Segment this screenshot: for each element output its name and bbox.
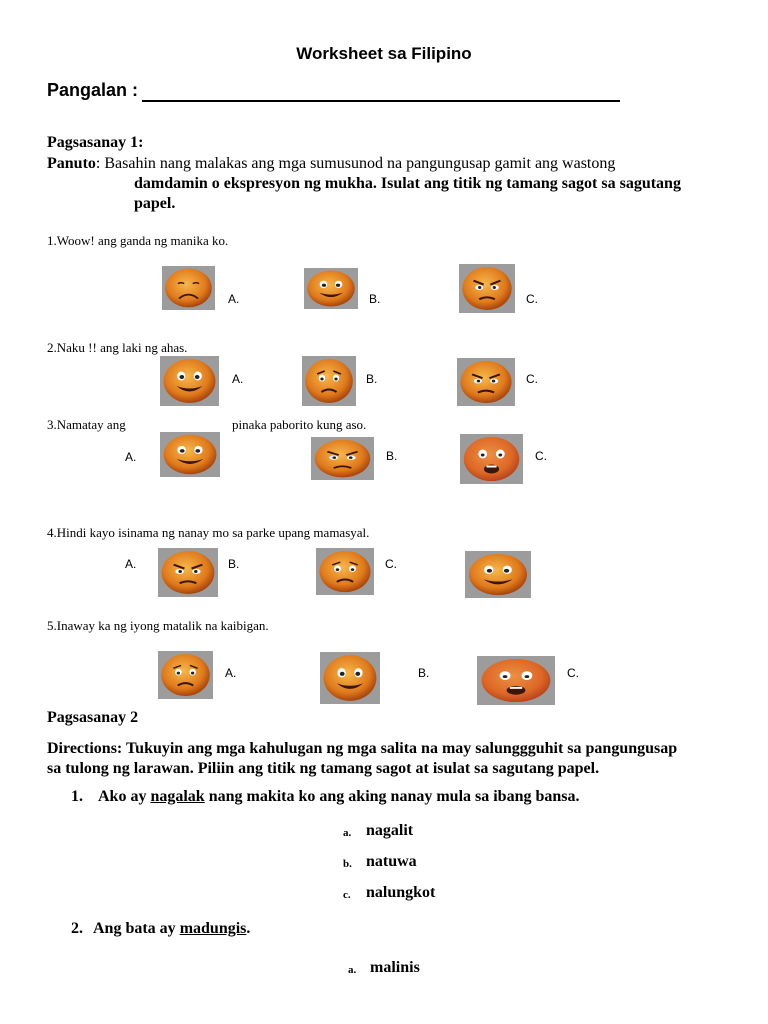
q2-option-a[interactable]: A. (232, 372, 244, 386)
section2-directions-line2: sa tulong ng larawan. Piliin ang titik ng tamang sagot at isulat sa sagutang papel. (47, 760, 600, 777)
q4-option-a[interactable]: A. (125, 557, 137, 571)
item-1-pre: Ako ay (98, 788, 151, 805)
scared-face-icon (460, 434, 523, 484)
directions-text-1: Tukuyin ang mga kahulugan ng mga salita na may salunggguhit sa pangungusap (122, 740, 678, 757)
q5-option-c[interactable]: C. (567, 666, 579, 680)
q4-option-c[interactable]: C. (385, 557, 397, 571)
angry-face-icon (459, 264, 515, 313)
q2-option-b[interactable]: B. (366, 372, 378, 386)
section2-heading: Pagsasanay 2 (47, 709, 139, 726)
q1-option-a[interactable]: A. (228, 292, 240, 306)
section2-directions-line1 (47, 740, 677, 758)
q4-option-b[interactable]: B. (228, 557, 240, 571)
section1-instruction-line3: papel. (134, 195, 176, 212)
happy-face-icon (160, 432, 220, 477)
question-4: 4.Hindi kayo isinama ng nanay mo sa parke upang mamasyal. (47, 525, 370, 540)
item-2-number: 2. (71, 920, 83, 937)
question-3-part1: 3.Namatay ang (47, 417, 126, 432)
choice-letter: c. (343, 889, 351, 901)
question-5: 5.Inaway ka ng iyong matalik na kaibigan. (47, 618, 269, 633)
item-1-underlined-word: nagalak (150, 788, 205, 805)
angry-face-icon (158, 548, 218, 597)
angry-face-icon (311, 437, 374, 480)
name-label: Pangalan : (47, 80, 139, 100)
angry-face-icon (457, 358, 515, 406)
worried-face-icon (316, 548, 374, 595)
happy-face-icon (304, 268, 358, 309)
item-2-sentence (93, 920, 250, 938)
item-2-pre: Ang bata ay (93, 920, 180, 937)
section1-instruction-line2: damdamin o ekspresyon ng mukha. Isulat ang titik ng tamang sagot sa sagutang (134, 175, 681, 192)
q3-option-a[interactable]: A. (125, 450, 137, 464)
question-3-part2: pinaka paborito kung aso. (232, 417, 367, 432)
choice-letter: a. (343, 827, 352, 839)
choice-letter: b. (343, 858, 352, 870)
item-2-post: . (246, 920, 251, 937)
item-1-number: 1. (71, 788, 83, 805)
section1-instruction-line1 (47, 154, 615, 174)
item-1-post: nang makita ko ang aking nanay mula sa ibang bansa. (204, 788, 580, 805)
worried-face-icon (158, 651, 213, 699)
q5-option-b[interactable]: B. (418, 666, 430, 680)
choice-text[interactable]: malinis (370, 959, 420, 976)
page-title: Worksheet sa Filipino (296, 44, 472, 63)
q3-option-b[interactable]: B. (386, 449, 398, 463)
instruction-text-1: : Basahin nang malakas ang mga sumusunod na pangungusap gamit ang wastong (95, 155, 616, 172)
scared-face-icon (477, 656, 555, 705)
happy-face-icon (160, 356, 219, 406)
question-1: 1.Woow! ang ganda ng manika ko. (47, 233, 229, 248)
q5-option-a[interactable]: A. (225, 666, 237, 680)
q1-option-c[interactable]: C. (526, 292, 538, 306)
item-2-underlined-word: madungis (179, 920, 247, 937)
section1-heading: Pagsasanay 1: (47, 134, 144, 151)
worried-face-icon (302, 356, 356, 406)
happy-face-icon (320, 652, 380, 704)
directions-label: Directions: (47, 740, 123, 757)
sad-face-icon (162, 266, 215, 310)
name-blank-line[interactable] (142, 100, 620, 102)
choice-text[interactable]: natuwa (366, 853, 417, 870)
q3-option-c[interactable]: C. (535, 449, 547, 463)
choice-text[interactable]: nagalit (366, 822, 414, 839)
q2-option-c[interactable]: C. (526, 372, 538, 386)
question-2: 2.Naku !! ang laki ng ahas. (47, 340, 188, 355)
choice-text[interactable]: nalungkot (366, 884, 436, 901)
instruction-label: Panuto (47, 155, 96, 172)
q1-option-b[interactable]: B. (369, 292, 381, 306)
choice-letter: a. (348, 964, 357, 976)
item-1-sentence (98, 788, 580, 806)
happy-face-icon (465, 551, 531, 598)
